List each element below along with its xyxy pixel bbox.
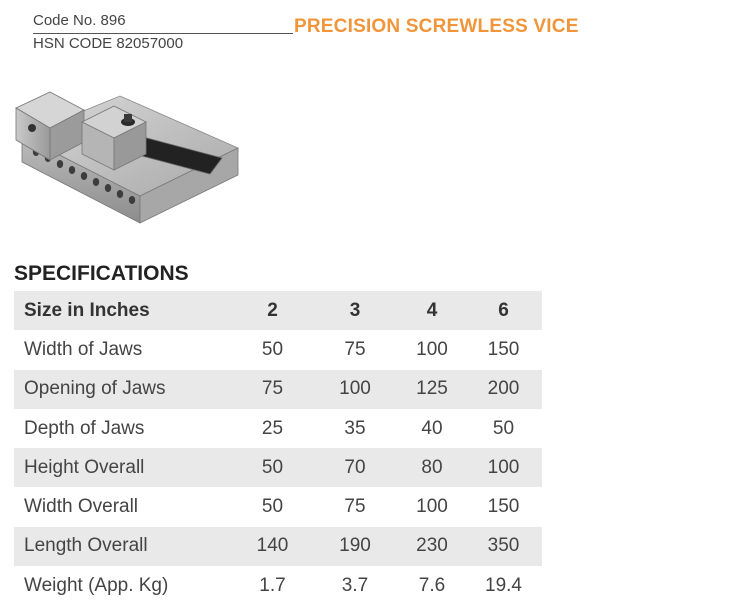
- cell-value: 40: [421, 417, 443, 439]
- row-label: Width of Jaws: [24, 338, 143, 360]
- table-row: [14, 370, 542, 409]
- cell-value: 70: [344, 456, 366, 478]
- row-label: Length Overall: [24, 535, 148, 557]
- table-header-row: [14, 291, 542, 330]
- table-row: [14, 409, 542, 448]
- table-row: [14, 330, 542, 369]
- row-label: Opening of Jaws: [24, 378, 166, 400]
- table-row: [14, 487, 542, 526]
- specifications-heading: SPECIFICATIONS: [14, 262, 189, 285]
- cell-value: 100: [416, 338, 448, 360]
- header-rule: [33, 33, 293, 34]
- cell-value: 230: [416, 535, 448, 557]
- table-row: [14, 566, 542, 605]
- cell-value: 7.6: [418, 574, 446, 596]
- header-size-6: 6: [498, 299, 509, 321]
- cell-value: 50: [261, 338, 284, 360]
- cell-value: 25: [261, 417, 284, 439]
- header-size-3: 3: [349, 299, 361, 321]
- cell-value: 50: [261, 496, 284, 518]
- row-label: Depth of Jaws: [24, 417, 145, 439]
- cell-value: 19.4: [485, 574, 522, 596]
- cell-value: 150: [487, 338, 520, 360]
- cell-value: 3.7: [341, 574, 369, 596]
- row-label: Height Overall: [24, 456, 145, 478]
- cell-value: 200: [487, 378, 520, 400]
- cell-value: 1.7: [259, 574, 286, 596]
- row-label: Width Overall: [24, 496, 139, 518]
- cell-value: 350: [487, 535, 520, 557]
- cell-value: 100: [416, 496, 448, 518]
- cell-value: 100: [487, 456, 520, 478]
- row-label: Weight (App. Kg): [24, 574, 169, 596]
- cell-value: 50: [492, 417, 515, 439]
- cell-value: 75: [344, 338, 366, 360]
- header-size-label: Size in Inches: [24, 299, 150, 321]
- header-size-4: 4: [426, 299, 438, 321]
- cell-value: 75: [344, 496, 366, 518]
- cell-value: 150: [487, 496, 520, 518]
- specifications-table: [14, 291, 542, 605]
- cell-value: 100: [339, 378, 371, 400]
- table-row: [14, 527, 542, 566]
- code-number: Code No. 896: [33, 12, 126, 29]
- cell-value: 80: [421, 456, 443, 478]
- cell-value: 190: [339, 535, 371, 557]
- header-size-2: 2: [267, 299, 278, 321]
- cell-value: 75: [261, 378, 284, 400]
- table-row: [14, 448, 542, 487]
- cell-value: 125: [416, 378, 448, 400]
- hsn-code: HSN CODE 82057000: [33, 35, 184, 52]
- cell-value: 35: [344, 417, 366, 439]
- cell-value: 140: [256, 535, 289, 557]
- product-title: PRECISION SCREWLESS VICE: [294, 16, 579, 37]
- cell-value: 50: [261, 456, 284, 478]
- vice-image: [10, 78, 245, 228]
